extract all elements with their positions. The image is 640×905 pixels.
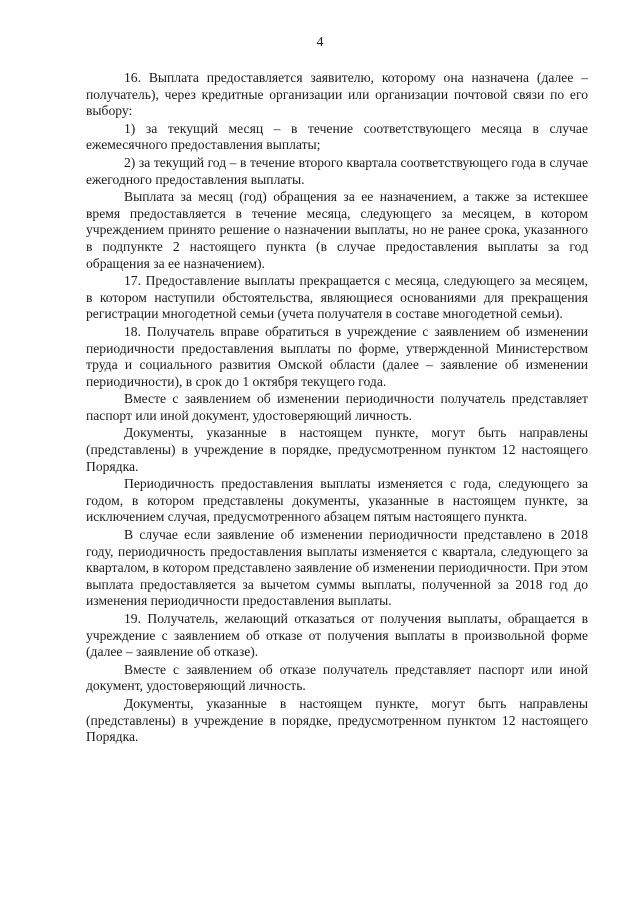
page-number: 4 — [316, 35, 324, 50]
paragraph-16-item-1: 1) за текущий месяц – в течение соответствующего месяца в случае ежемесячного предоставления выплаты; — [86, 120, 588, 153]
paragraph-19-documents: Вместе с заявлением об отказе получатель представляет паспорт или иной документ, удостоверяющий личность. — [86, 661, 588, 694]
paragraph-17: 17. Предоставление выплаты прекращается с месяца, следующего за месяцем, в котором наступили обстоятельства, являющиеся основаниями для прекращения регистрации многодетной семьи (учета получателя в составе многодетной семьи). — [86, 273, 588, 322]
document-body — [86, 70, 588, 747]
paragraph-18-periodicity: Периодичность предоставления выплаты изменяется с года, следующего за годом, в котором представлены документы, указанные в настоящем пункте, за исключением случая, предусмотренного абзацем пятым настоящего пункта. — [86, 476, 588, 525]
paragraph-16-item-2: 2) за текущий год – в течение второго квартала соответствующего года в случае ежегодного предоставления выплаты. — [86, 154, 588, 187]
paragraph-18-documents: Вместе с заявлением об изменении периодичности получатель представляет паспорт или иной документ, удостоверяющий личность. — [86, 391, 588, 423]
paragraph-18: 18. Получатель вправе обратиться в учреждение с заявлением об изменении периодичности предоставления выплаты по форме, утвержденной Министерством труда и социального развития Омской области (далее – заявление об изменении периодичности), в срок до 1 октября текущего года. — [86, 323, 588, 389]
paragraph-19: 19. Получатель, желающий отказаться от получения выплаты, обращается в учреждение с заявлением об отказе от получения выплаты в произвольной форме (далее – заявление об отказе). — [86, 611, 588, 660]
paragraph-19-submission: Документы, указанные в настоящем пункте, могут быть направлены (представлены) в учреждение в порядке, предусмотренном пунктом 12 настоящего Порядка. — [86, 695, 588, 745]
paragraph-16-continuation: Выплата за месяц (год) обращения за ее назначением, а также за истекшее время предоставляется в течение месяца, следующего за месяцем, в котором учреждением принято решение о назначении выплаты, но не ранее срока, указанного в подпункте 2 настоящего пункта (в случае предоставления выплаты за год обращения за ее назначением). — [86, 189, 588, 271]
paragraph-16-intro: 16. Выплата предоставляется заявителю, которому она назначена (далее – получатель), через кредитные организации или организации почтовой связи по его выбору: — [86, 70, 588, 119]
paragraph-18-submission: Документы, указанные в настоящем пункте, могут быть направлены (представлены) в учреждение в порядке, предусмотренном пунктом 12 настоящего Порядка. — [86, 425, 588, 474]
paragraph-18-2018-case: В случае если заявление об изменении периодичности представлено в 2018 году, периодичность предоставления выплаты изменяется с квартала, следующего за кварталом, в котором представлено заявление об изменении периодичности. При этом выплата предоставляется за вычетом суммы выплаты, полученной за 2018 год до изменения периодичности предоставления выплаты. — [86, 527, 588, 609]
